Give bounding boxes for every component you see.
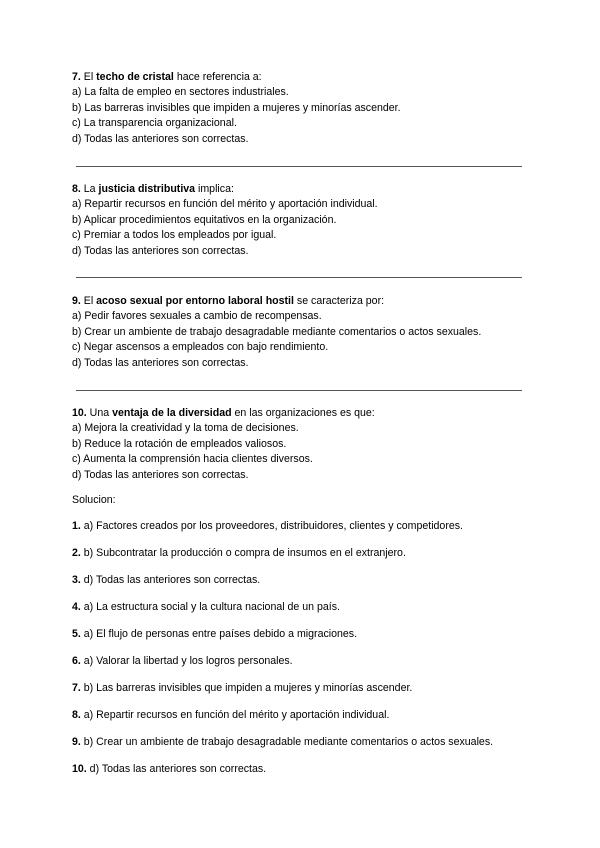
- stem-suffix: en las organizaciones es que:: [231, 407, 375, 419]
- stem-suffix: se caracteriza por:: [293, 295, 385, 307]
- question-stem: [72, 182, 542, 197]
- question-8: [72, 182, 542, 259]
- stem-suffix: hace referencia a:: [173, 71, 262, 83]
- option-d: d) Todas las anteriores son correctas.: [72, 132, 249, 145]
- question-7: [72, 70, 542, 147]
- stem-prefix: El: [80, 295, 97, 307]
- question-number: 7.: [72, 71, 81, 83]
- solution-heading: Solucion:: [72, 494, 116, 506]
- answer-text: d) Todas las anteriores son correctas.: [80, 574, 261, 586]
- option-d: d) Todas las anteriores son correctas.: [72, 468, 249, 481]
- answer-4: [72, 600, 340, 615]
- stem-prefix: Una: [86, 407, 113, 419]
- answer-text: b) Crear un ambiente de trabajo desagradable mediante comentarios o actos sexuales.: [80, 736, 494, 748]
- divider: [76, 390, 522, 391]
- stem-prefix: El: [80, 71, 97, 83]
- answer-text: a) Valorar la libertad y los logros personales.: [80, 655, 293, 667]
- answer-text: b) Las barreras invisibles que impiden a mujeres y minorías ascender.: [80, 682, 413, 694]
- question-10: [72, 406, 542, 483]
- question-stem: [72, 294, 542, 309]
- key-term: techo de cristal: [96, 71, 174, 83]
- question-stem: [72, 70, 542, 85]
- answer-number: 5.: [72, 628, 81, 640]
- answer-text: d) Todas las anteriores son correctas.: [86, 763, 267, 775]
- stem-suffix: implica:: [195, 183, 234, 195]
- answer-text: a) Repartir recursos en función del mérito y aportación individual.: [80, 709, 390, 721]
- answer-text: a) El flujo de personas entre países debido a migraciones.: [80, 628, 358, 640]
- answer-7: [72, 681, 412, 696]
- answer-text: a) Factores creados por los proveedores, distribuidores, clientes y competidores.: [80, 520, 463, 532]
- answer-2: [72, 546, 406, 561]
- question-number: 10.: [72, 407, 87, 419]
- option-a: a) Pedir favores sexuales a cambio de recompensas.: [72, 310, 322, 323]
- option-b: b) Las barreras invisibles que impiden a mujeres y minorías ascender.: [72, 101, 401, 114]
- answer-number: 10.: [72, 763, 87, 775]
- question-stem: [72, 406, 542, 421]
- option-a: a) La falta de empleo en sectores industriales.: [72, 86, 289, 99]
- answer-text: b) Subcontratar la producción o compra de insumos en el extranjero.: [80, 547, 406, 559]
- answer-text: a) La estructura social y la cultura nacional de un país.: [80, 601, 340, 613]
- answer-8: [72, 708, 389, 723]
- key-term: ventaja de la diversidad: [112, 407, 232, 419]
- option-d: d) Todas las anteriores son correctas.: [72, 356, 249, 369]
- answer-number: 7.: [72, 682, 81, 694]
- option-b: b) Reduce la rotación de empleados valiosos.: [72, 437, 287, 450]
- answer-9: [72, 735, 493, 750]
- question-number: 9.: [72, 295, 81, 307]
- divider: [76, 166, 522, 167]
- option-c: c) Aumenta la comprensión hacia clientes diversos.: [72, 453, 313, 466]
- option-c: c) La transparencia organizacional.: [72, 117, 237, 130]
- key-term: acoso sexual por entorno laboral hostil: [96, 295, 294, 307]
- key-term: justicia distributiva: [98, 183, 196, 195]
- option-b: b) Aplicar procedimientos equitativos en la organización.: [72, 213, 337, 226]
- question-number: 8.: [72, 183, 81, 195]
- question-9: [72, 294, 542, 371]
- option-a: a) Repartir recursos en función del mérito y aportación individual.: [72, 198, 378, 211]
- answer-1: [72, 519, 463, 534]
- answer-number: 1.: [72, 520, 81, 532]
- option-c: c) Negar ascensos a empleados con bajo rendimiento.: [72, 341, 329, 354]
- divider: [76, 277, 522, 278]
- answer-6: [72, 654, 293, 669]
- option-c: c) Premiar a todos los empleados por igual.: [72, 229, 277, 242]
- option-a: a) Mejora la creatividad y la toma de decisiones.: [72, 422, 299, 435]
- option-d: d) Todas las anteriores son correctas.: [72, 244, 249, 257]
- answer-3: [72, 573, 260, 588]
- answer-number: 3.: [72, 574, 81, 586]
- answer-number: 4.: [72, 601, 81, 613]
- answer-5: [72, 627, 357, 642]
- answer-number: 8.: [72, 709, 81, 721]
- answer-10: [72, 762, 266, 777]
- option-b: b) Crear un ambiente de trabajo desagradable mediante comentarios o actos sexuales.: [72, 325, 482, 338]
- stem-prefix: La: [80, 183, 99, 195]
- answer-number: 9.: [72, 736, 81, 748]
- answer-number: 2.: [72, 547, 81, 559]
- answer-number: 6.: [72, 655, 81, 667]
